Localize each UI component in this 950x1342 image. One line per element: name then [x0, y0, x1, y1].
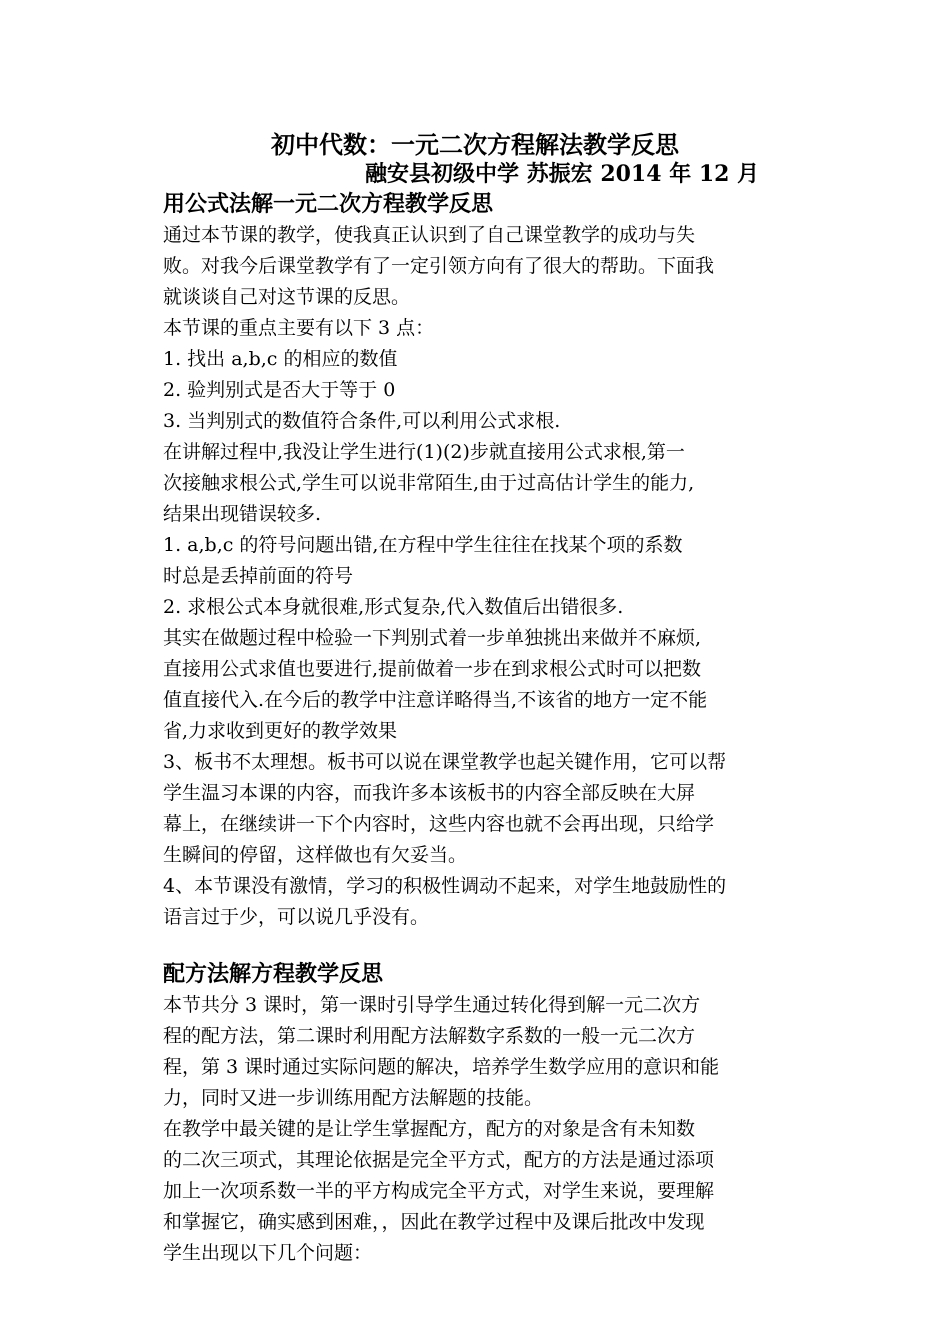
paragraph-line: 值直接代入.在今后的教学中注意详略得当,不该省的地方一定不能 [163, 689, 708, 711]
list-item: 1. 找出 a,b,c 的相应的数值 [163, 348, 398, 370]
paragraph-line: 败。对我今后课堂教学有了一定引领方向有了很大的帮助。下面我 [163, 255, 715, 277]
paragraph-line: 程的配方法，第二课时利用配方法解数字系数的一般一元二次方 [163, 1025, 696, 1047]
paragraph-line: 本节课的重点主要有以下 3 点： [163, 317, 435, 339]
paragraph-line: 生瞬间的停留，这样做也有欠妥当。 [163, 844, 468, 866]
document-title: 初中代数：一元二次方程解法教学反思 [271, 130, 679, 159]
paragraph-line: 结果出现错误较多. [163, 503, 322, 525]
paragraph-line: 加上一次项系数一半的平方构成完全平方式，对学生来说，要理解 [163, 1180, 715, 1202]
list-item: 1. a,b,c 的符号问题出错,在方程中学生往往在找某个项的系数 [163, 534, 683, 556]
paragraph-line: 省,力求收到更好的教学效果 [163, 720, 398, 742]
paragraph-line: 在讲解过程中,我没让学生进行(1)(2)步就直接用公式求根,第一 [163, 441, 685, 463]
paragraph-line: 在教学中最关键的是让学生掌握配方，配方的对象是含有未知数 [163, 1118, 696, 1140]
paragraph-line: 和掌握它，确实感到困难，，因此在教学过程中及课后批改中发现 [163, 1211, 705, 1233]
paragraph-line: 其实在做题过程中检验一下判别式着一步单独挑出来做并不麻烦, [163, 627, 702, 649]
paragraph-line: 就谈谈自己对这节课的反思。 [163, 286, 411, 308]
paragraph-line: 4、本节课没有激情，学习的积极性调动不起来，对学生地鼓励性的 [163, 875, 727, 897]
paragraph-line: 3、板书不太理想。板书可以说在课堂教学也起关键作用，它可以帮 [163, 751, 727, 773]
paragraph-line: 学生温习本课的内容，而我许多本该板书的内容全部反映在大屏 [163, 782, 696, 804]
paragraph-line: 程，第 3 课时通过实际问题的解决，培养学生数学应用的意识和能 [163, 1056, 720, 1078]
paragraph-line: 语言过于少，可以说几乎没有。 [163, 906, 430, 928]
paragraph-line: 幕上，在继续讲一下个内容时，这些内容也就不会再出现，只给学 [163, 813, 715, 835]
paragraph-line: 力，同时又进一步训练用配方法解题的技能。 [163, 1087, 544, 1109]
paragraph-line: 本节共分 3 课时，第一课时引导学生通过转化得到解一元二次方 [163, 994, 701, 1016]
paragraph-line: 时总是丢掉前面的符号 [163, 565, 354, 587]
section-heading-formula: 用公式法解一元二次方程教学反思 [163, 191, 494, 217]
list-item: 2. 验判别式是否大于等于 0 [163, 379, 396, 401]
author-line: 融安县初级中学 苏振宏 2014 年 12 月 [365, 161, 760, 187]
paragraph-line: 直接用公式求值也要进行,提前做着一步在到求根公式时可以把数 [163, 658, 702, 680]
paragraph-line: 通过本节课的教学，使我真正认识到了自己课堂教学的成功与失 [163, 224, 696, 246]
paragraph-line: 学生出现以下几个问题： [163, 1242, 373, 1264]
paragraph-line: 次接触求根公式,学生可以说非常陌生,由于过高估计学生的能力, [163, 472, 695, 494]
list-item: 2. 求根公式本身就很难,形式复杂,代入数值后出错很多. [163, 596, 624, 618]
list-item: 3. 当判别式的数值符合条件,可以利用公式求根. [163, 410, 561, 432]
section-heading-completing-square: 配方法解方程教学反思 [163, 961, 384, 987]
paragraph-line: 的二次三项式，其理论依据是完全平方式，配方的方法是通过添项 [163, 1149, 715, 1171]
